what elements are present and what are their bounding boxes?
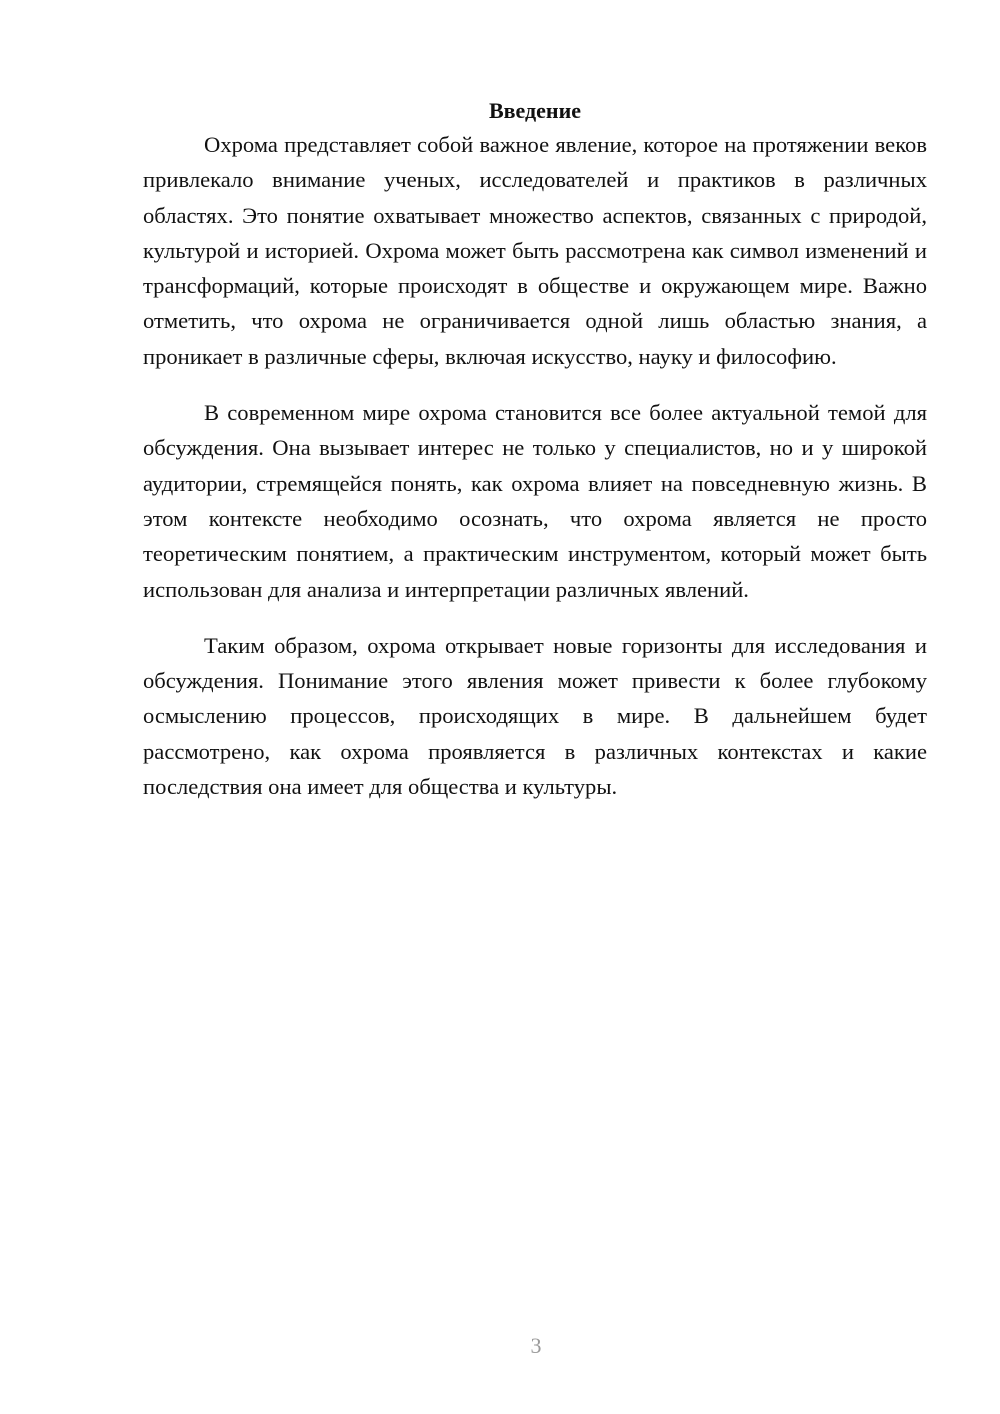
page-content bbox=[143, 92, 927, 804]
paragraph-3: Таким образом, охрома открывает новые горизонты для исследования и обсуждения. Понимание этого явления может привести к более глубокому осмыслению процессов, происходящих в мире. В дальнейшем будет рассмотрено, как охрома проявляется в различных контекстах и какие последствия она имеет для общества и культуры. bbox=[143, 632, 927, 800]
section-title: Введение bbox=[488, 98, 582, 123]
paragraph-2: В современном мире охрома становится все более актуальной темой для обсуждения. Она вызывает интерес не только у специалистов, но и у широкой аудитории, стремящейся понять, как охрома влияет на повседневную жизнь. В этом контексте необходимо осознать, что охрома является не просто теоретическим понятием, а практическим инструментом, который может быть использован для анализа и интерпретации различных явлений. bbox=[143, 400, 927, 602]
page-number: 3 bbox=[530, 1333, 542, 1358]
paragraph-1: Охрома представляет собой важное явление, которое на протяжении веков привлекало внимание ученых, исследователей и практиков в различных областях. Это понятие охватывает множество аспектов, связанных с природой, культурой и историей. Охрома может быть рассмотрена как символ изменений и трансформаций, которые происходят в обществе и окружающем мире. Важно отметить, что охрома не ограничивается одной лишь областью знания, а проникает в различные сферы, включая искусство, науку и философию. bbox=[143, 132, 927, 369]
